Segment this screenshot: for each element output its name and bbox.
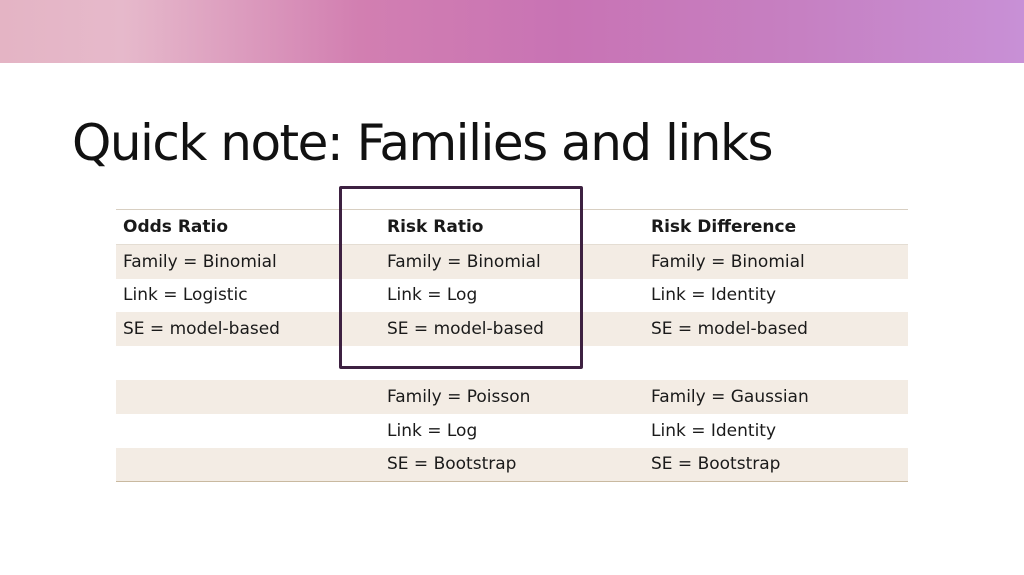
table-cell: SE = Bootstrap (651, 454, 781, 475)
table-cell: SE = model-based (123, 319, 280, 340)
table-cell: Family = Gaussian (651, 386, 809, 407)
slide-title: Quick note: Families and links (72, 114, 772, 172)
table-cell: SE = model-based (387, 319, 544, 340)
families-links-table (116, 209, 908, 482)
table-row-empty (116, 346, 908, 380)
table-cell: Link = Log (387, 285, 478, 306)
table-cell: Link = Identity (651, 285, 777, 306)
table-cell: Family = Binomial (651, 251, 805, 272)
table-row (116, 414, 908, 448)
table-cell: Link = Logistic (123, 285, 248, 306)
table-cell: Family = Binomial (123, 251, 277, 272)
table-cell: Link = Log (387, 420, 478, 441)
table-row (116, 380, 908, 414)
header-banner (0, 0, 1024, 63)
table-cell: Family = Binomial (387, 251, 541, 272)
table-cell: SE = Bootstrap (387, 454, 517, 475)
header-odds-ratio: Odds Ratio (123, 216, 229, 237)
table-header-row (116, 210, 908, 245)
table-row (116, 279, 908, 313)
table-row (116, 312, 908, 346)
table-cell: SE = model-based (651, 319, 808, 340)
table-cell: Link = Identity (651, 420, 777, 441)
header-risk-difference: Risk Difference (651, 216, 797, 237)
table-cell: Family = Poisson (387, 386, 531, 407)
table-row (116, 245, 908, 279)
table-row (116, 448, 908, 482)
header-risk-ratio: Risk Ratio (387, 216, 484, 237)
